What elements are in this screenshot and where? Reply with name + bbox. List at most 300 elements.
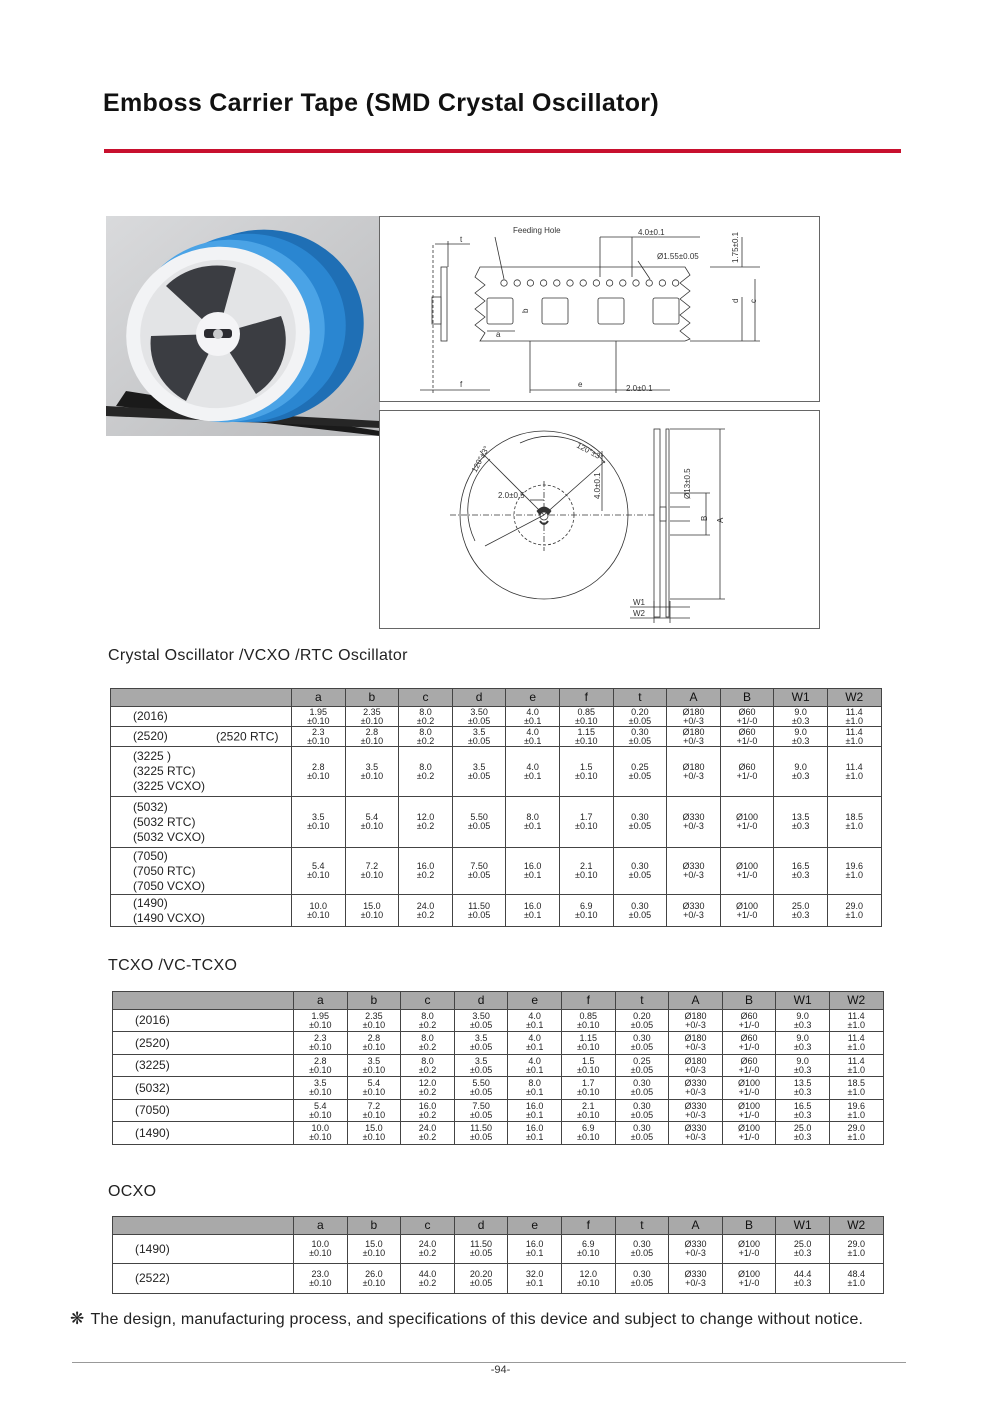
table-row <box>113 1010 884 1032</box>
cell-value: 24.0 <box>418 1239 437 1249</box>
table-cell <box>669 1100 723 1122</box>
section-title-ocxo: OCXO <box>108 1183 157 1200</box>
cell-tolerance: ±0.3 <box>791 770 810 781</box>
header-label-cell <box>113 1217 294 1235</box>
cell-value: 5.4 <box>314 1100 327 1111</box>
column-header: a <box>294 992 348 1010</box>
table-cell <box>559 797 613 848</box>
table-cell <box>613 848 667 895</box>
cell-value: 3.5 <box>474 1055 488 1066</box>
cell-value: 12.0 <box>579 1268 598 1279</box>
table-row <box>111 895 882 927</box>
cell-tolerance: +1/-0 <box>736 715 758 726</box>
cell-value: 29.0 <box>845 900 863 911</box>
column-header: W2 <box>827 689 881 707</box>
cell-tolerance: ±0.3 <box>791 870 810 880</box>
cell-value: 0.30 <box>631 861 649 871</box>
cell-tolerance: ±0.3 <box>793 1277 812 1288</box>
table-cell <box>452 747 506 797</box>
table-cell <box>345 747 399 797</box>
cell-value: 3.5 <box>312 812 325 822</box>
cell-value: 1.7 <box>580 812 593 822</box>
table-cell <box>774 895 828 927</box>
cell-tolerance: ±0.05 <box>469 1064 493 1075</box>
cell-tolerance: ±0.05 <box>467 870 491 880</box>
cell-tolerance: ±0.10 <box>577 1042 600 1052</box>
cell-value: Ø330 <box>684 1123 707 1133</box>
table-cell <box>401 1100 455 1122</box>
row-label-line: (7050) <box>133 848 168 863</box>
row-label-line: (1490) <box>135 1241 170 1256</box>
table-cell <box>561 1100 615 1122</box>
table-cell <box>827 727 881 747</box>
table-cell <box>294 1032 348 1055</box>
row-label-line: (7050) <box>135 1103 170 1117</box>
section-title-tcxo: TCXO /VC-TCXO <box>108 957 238 974</box>
column-header: e <box>508 1217 562 1235</box>
cell-tolerance: +0/-3 <box>683 870 704 880</box>
cell-value: 7.2 <box>365 861 379 871</box>
cell-value: 29.0 <box>847 1239 865 1249</box>
cell-tolerance: +1/-0 <box>738 1042 760 1052</box>
cell-value: 0.25 <box>633 1055 651 1066</box>
cell-tolerance: ±0.1 <box>525 1132 544 1142</box>
column-header: t <box>615 1217 669 1235</box>
column-header: A <box>667 689 721 707</box>
table-cell <box>774 707 828 727</box>
table-cell <box>399 895 453 927</box>
table-row <box>113 1055 884 1077</box>
row-label <box>111 797 292 848</box>
table-cell <box>827 848 881 895</box>
cell-tolerance: ±0.3 <box>793 1019 812 1030</box>
cell-tolerance: +0/-3 <box>685 1087 706 1097</box>
table-row <box>111 747 882 797</box>
cell-value: 13.5 <box>791 812 810 822</box>
cell-value: 7.50 <box>470 861 488 871</box>
cell-value: 11.4 <box>847 1055 865 1066</box>
table-cell <box>401 1264 455 1294</box>
reel-photo <box>106 216 380 436</box>
header-label-cell <box>111 689 292 707</box>
table-cell <box>452 895 506 927</box>
cell-tolerance: ±0.05 <box>628 909 652 920</box>
cell-value: Ø60 <box>740 1010 758 1021</box>
section-title-oscillator: Crystal Oscillator /VCXO /RTC Oscillator <box>108 647 408 664</box>
cell-tolerance: ±0.05 <box>628 770 652 781</box>
cell-tolerance: ±0.10 <box>309 1132 332 1142</box>
cell-value: 29.0 <box>847 1123 865 1133</box>
table-cell <box>506 797 560 848</box>
table-cell <box>347 1122 401 1145</box>
table-cell <box>345 727 399 747</box>
cell-tolerance: ±0.10 <box>309 1248 332 1258</box>
cell-value: 6.9 <box>580 900 593 911</box>
cell-tolerance: ±0.05 <box>628 870 652 880</box>
table-cell <box>294 1055 348 1077</box>
cell-value: 8.0 <box>419 726 432 737</box>
cell-value: 4.0 <box>528 1055 541 1066</box>
cell-value: 15.0 <box>365 1123 383 1133</box>
table-row <box>111 727 882 747</box>
table-ocxo <box>112 1216 884 1294</box>
table-cell <box>292 797 346 848</box>
table-cell <box>722 1032 776 1055</box>
cell-value: 0.30 <box>633 1033 651 1043</box>
cell-tolerance: +0/-3 <box>685 1042 706 1052</box>
cell-tolerance: ±0.05 <box>469 1248 493 1258</box>
table-cell <box>774 747 828 797</box>
cell-value: 10.0 <box>311 1123 330 1133</box>
cell-tolerance: ±0.10 <box>575 770 598 781</box>
cell-value: 25.0 <box>793 1123 812 1133</box>
table-cell <box>401 1010 455 1032</box>
cell-tolerance: ±1.0 <box>847 1132 865 1142</box>
table-cell <box>720 797 774 848</box>
cell-value: 8.0 <box>528 1078 541 1088</box>
row-label <box>113 1055 294 1077</box>
cell-value: 11.50 <box>470 1123 492 1133</box>
row-label-line: (3225 ) <box>133 749 172 763</box>
cell-value: 0.30 <box>631 812 649 822</box>
dim-f: f <box>460 380 463 389</box>
cell-value: 3.5 <box>314 1078 327 1088</box>
cell-tolerance: ±0.05 <box>628 735 652 746</box>
row-label-line: (2016) <box>135 1013 170 1027</box>
cell-value: 24.0 <box>416 900 435 911</box>
cell-tolerance: ±1.0 <box>847 1277 865 1288</box>
cell-tolerance: ±0.1 <box>523 715 542 726</box>
cell-tolerance: ±0.3 <box>791 735 810 746</box>
cell-tolerance: ±0.10 <box>307 821 330 831</box>
table-cell <box>559 707 613 727</box>
cell-tolerance: ±0.10 <box>577 1064 600 1075</box>
cell-value: 8.0 <box>419 706 432 717</box>
table-cell <box>669 1122 723 1145</box>
table-row <box>113 1100 884 1122</box>
cell-tolerance: ±0.2 <box>416 770 435 781</box>
cell-value: 26.0 <box>365 1268 383 1279</box>
table-cell <box>669 1235 723 1264</box>
table-cell <box>667 747 721 797</box>
cell-tolerance: ±1.0 <box>845 821 863 831</box>
table-cell <box>452 797 506 848</box>
column-header: B <box>722 1217 776 1235</box>
cell-value: Ø330 <box>682 861 705 871</box>
table-cell <box>827 797 881 848</box>
table-cell <box>776 1235 830 1264</box>
cell-value: Ø100 <box>738 1100 761 1111</box>
cell-value: 16.5 <box>791 861 810 871</box>
table-cell <box>669 1264 723 1294</box>
table-cell <box>454 1264 508 1294</box>
table-cell <box>776 1055 830 1077</box>
footer-divider <box>72 1362 906 1363</box>
cell-tolerance: ±0.1 <box>523 821 542 831</box>
cell-tolerance: ±0.2 <box>418 1132 437 1142</box>
table-row <box>113 1235 884 1264</box>
cell-tolerance: ±0.10 <box>309 1109 332 1120</box>
cell-value: 11.50 <box>468 900 490 911</box>
cell-value: 2.35 <box>363 706 381 717</box>
cell-tolerance: ±0.10 <box>309 1042 332 1052</box>
row-label-line: (1490) <box>135 1125 170 1140</box>
cell-tolerance: ±0.10 <box>362 1019 386 1030</box>
cell-value: 9.0 <box>794 761 807 772</box>
cell-value: 44.0 <box>418 1268 437 1279</box>
cell-value: 16.0 <box>523 861 542 871</box>
cell-value: 0.30 <box>631 726 649 737</box>
table-row <box>111 848 882 895</box>
cell-value: Ø60 <box>738 706 756 717</box>
table-cell <box>613 727 667 747</box>
cell-value: 4.0 <box>526 761 539 772</box>
cell-tolerance: ±0.10 <box>362 1248 386 1258</box>
cell-tolerance: ±0.1 <box>525 1042 544 1052</box>
table-cell <box>613 747 667 797</box>
cell-value: 7.2 <box>367 1100 381 1111</box>
table-cell <box>827 895 881 927</box>
cell-tolerance: ±0.2 <box>418 1042 437 1052</box>
cell-tolerance: +1/-0 <box>736 870 758 880</box>
cell-tolerance: ±0.10 <box>360 715 384 726</box>
table-cell <box>347 1100 401 1122</box>
cell-tolerance: +0/-3 <box>685 1248 706 1258</box>
cell-value: 5.50 <box>472 1078 490 1088</box>
cell-tolerance: ±0.10 <box>307 909 330 920</box>
table-cell <box>722 1055 776 1077</box>
row-label-line: (1490) <box>133 895 168 910</box>
column-header: W1 <box>776 992 830 1010</box>
cell-tolerance: ±0.1 <box>523 735 542 746</box>
cell-value: 18.5 <box>845 812 863 822</box>
table-cell <box>722 1122 776 1145</box>
table-cell <box>559 747 613 797</box>
cell-value: Ø180 <box>684 1033 707 1043</box>
table-cell <box>561 1235 615 1264</box>
row-label-line: (3225 RTC) <box>133 764 196 778</box>
cell-tolerance: +0/-3 <box>683 821 704 831</box>
cell-value: 6.9 <box>582 1239 595 1249</box>
cell-value: 5.4 <box>367 1078 381 1088</box>
cell-value: Ø60 <box>740 1055 758 1066</box>
cell-value: 0.20 <box>631 706 649 717</box>
cell-tolerance: ±1.0 <box>845 909 863 920</box>
column-header: d <box>454 992 508 1010</box>
cell-value: Ø330 <box>684 1078 707 1088</box>
cell-tolerance: ±0.3 <box>793 1087 812 1097</box>
dim-hub: Ø13±0.5 <box>683 468 692 499</box>
cell-value: 2.8 <box>367 1033 381 1043</box>
row-label-line: (2520) <box>133 729 168 743</box>
table-cell <box>615 1055 669 1077</box>
row-label-line: (3225) <box>135 1058 170 1072</box>
table-row <box>113 1077 884 1100</box>
table-cell <box>508 1122 562 1145</box>
table-row <box>111 797 882 848</box>
cell-tolerance: +0/-3 <box>683 735 704 746</box>
row-label <box>113 1264 294 1294</box>
column-header: W2 <box>829 992 883 1010</box>
cell-tolerance: ±0.10 <box>577 1019 600 1030</box>
cell-value: Ø100 <box>738 1078 761 1088</box>
table-cell <box>559 848 613 895</box>
column-header: W2 <box>829 1217 883 1235</box>
dim-W1: W1 <box>633 598 645 607</box>
cell-value: 44.4 <box>793 1268 812 1279</box>
table-cell <box>720 727 774 747</box>
table-cell <box>829 1055 883 1077</box>
cell-value: Ø330 <box>684 1268 707 1279</box>
table-row <box>111 707 882 727</box>
cell-tolerance: ±0.2 <box>416 735 435 746</box>
table-cell <box>669 1055 723 1077</box>
cell-tolerance: ±0.2 <box>416 909 435 920</box>
cell-value: 3.5 <box>367 1055 381 1066</box>
cell-tolerance: ±0.10 <box>577 1087 600 1097</box>
column-header: f <box>559 689 613 707</box>
column-header: A <box>669 1217 723 1235</box>
cell-tolerance: ±0.05 <box>467 909 491 920</box>
cell-tolerance: ±0.10 <box>362 1087 386 1097</box>
reel-photo-image <box>106 216 380 436</box>
row-label <box>111 727 292 747</box>
disclaimer-text: The design, manufacturing process, and specifications of this device and subject to change without notice. <box>90 1311 864 1328</box>
cell-value: 18.5 <box>847 1078 865 1088</box>
cell-tolerance: ±0.3 <box>793 1042 812 1052</box>
table-cell <box>399 727 453 747</box>
table-cell <box>615 1032 669 1055</box>
cell-value: Ø100 <box>738 1123 761 1133</box>
cell-tolerance: ±0.10 <box>577 1248 600 1258</box>
dim-e: e <box>578 380 583 389</box>
table-cell <box>829 1010 883 1032</box>
table-cell <box>399 747 453 797</box>
row-label-line: (5032) <box>135 1080 170 1095</box>
table-cell <box>561 1032 615 1055</box>
row-label-line: (2520) <box>135 1035 170 1050</box>
dim-A: A <box>716 517 725 523</box>
table-cell <box>345 707 399 727</box>
cell-tolerance: ±0.10 <box>307 770 330 781</box>
table-cell <box>722 1010 776 1032</box>
table-cell <box>615 1100 669 1122</box>
table-cell <box>669 1077 723 1100</box>
table-cell <box>292 727 346 747</box>
cell-tolerance: +1/-0 <box>738 1087 760 1097</box>
cell-tolerance: ±0.1 <box>523 770 542 781</box>
cell-value: 3.5 <box>474 1033 488 1043</box>
table-cell <box>454 1077 508 1100</box>
cell-tolerance: +1/-0 <box>736 735 758 746</box>
cell-tolerance: ±0.10 <box>577 1132 600 1142</box>
cell-value: 48.4 <box>847 1268 865 1279</box>
column-header: A <box>669 992 723 1010</box>
cell-tolerance: ±1.0 <box>847 1019 865 1030</box>
table-cell <box>615 1010 669 1032</box>
cell-value: 16.0 <box>525 1100 544 1111</box>
table-cell <box>294 1077 348 1100</box>
table-cell <box>508 1032 562 1055</box>
cell-value: 10.0 <box>311 1239 330 1249</box>
cell-tolerance: ±0.05 <box>467 821 491 831</box>
cell-value: 1.7 <box>582 1078 595 1088</box>
cell-value: 19.6 <box>847 1100 865 1111</box>
dim-B: B <box>700 515 709 521</box>
table-cell <box>774 797 828 848</box>
cell-value: 16.0 <box>523 900 542 911</box>
table-cell <box>613 707 667 727</box>
table-cell <box>347 1235 401 1264</box>
cell-tolerance: ±0.05 <box>469 1087 493 1097</box>
cell-value: 16.0 <box>418 1100 437 1111</box>
row-label <box>113 1032 294 1055</box>
column-header: t <box>615 992 669 1010</box>
table-cell <box>561 1010 615 1032</box>
table-cell <box>401 1077 455 1100</box>
dim-d: d <box>731 298 740 303</box>
cell-value: 0.30 <box>633 1123 651 1133</box>
cell-tolerance: ±1.0 <box>847 1064 865 1075</box>
cell-tolerance: ±0.10 <box>309 1019 332 1030</box>
cell-tolerance: +1/-0 <box>738 1248 760 1258</box>
table-cell <box>454 1010 508 1032</box>
cell-value: 3.50 <box>472 1010 490 1021</box>
table-cell <box>506 848 560 895</box>
table-cell <box>345 848 399 895</box>
cell-tolerance: ±1.0 <box>845 770 863 781</box>
cell-tolerance: ±0.10 <box>360 821 384 831</box>
cell-tolerance: ±0.05 <box>628 821 652 831</box>
table-cell <box>774 727 828 747</box>
table-cell <box>506 727 560 747</box>
cell-tolerance: ±0.3 <box>793 1248 812 1258</box>
cell-value: Ø180 <box>682 761 705 772</box>
cell-tolerance: ±0.10 <box>360 870 384 880</box>
reel-svg <box>380 411 821 630</box>
cell-value: Ø180 <box>682 706 705 717</box>
cell-tolerance: ±0.2 <box>418 1064 437 1075</box>
title-underline <box>104 149 901 153</box>
cell-tolerance: ±0.2 <box>418 1019 437 1030</box>
table-cell <box>508 1055 562 1077</box>
cell-value: 1.95 <box>311 1010 330 1021</box>
row-label <box>113 1235 294 1264</box>
dim-angle-2: 120°±3° <box>575 440 605 463</box>
cell-tolerance: ±0.05 <box>467 715 491 726</box>
table-cell <box>720 848 774 895</box>
cell-tolerance: ±0.10 <box>362 1277 386 1288</box>
cell-tolerance: ±0.3 <box>791 909 810 920</box>
cell-value: Ø330 <box>682 900 705 911</box>
cell-value: 2.8 <box>365 726 379 737</box>
table-cell <box>401 1032 455 1055</box>
table-cell <box>722 1077 776 1100</box>
cell-tolerance: +0/-3 <box>685 1064 706 1075</box>
table-cell <box>347 1055 401 1077</box>
cell-tolerance: ±0.1 <box>525 1064 544 1075</box>
cell-tolerance: ±0.3 <box>793 1132 812 1142</box>
cell-tolerance: ±0.05 <box>469 1132 493 1142</box>
table-cell <box>667 727 721 747</box>
cell-value: 2.1 <box>582 1100 595 1111</box>
cell-tolerance: ±0.05 <box>630 1042 654 1052</box>
cell-tolerance: ±0.10 <box>362 1064 386 1075</box>
cell-tolerance: ±0.05 <box>630 1109 654 1120</box>
table-cell <box>615 1264 669 1294</box>
table-cell <box>615 1077 669 1100</box>
table-cell <box>508 1077 562 1100</box>
